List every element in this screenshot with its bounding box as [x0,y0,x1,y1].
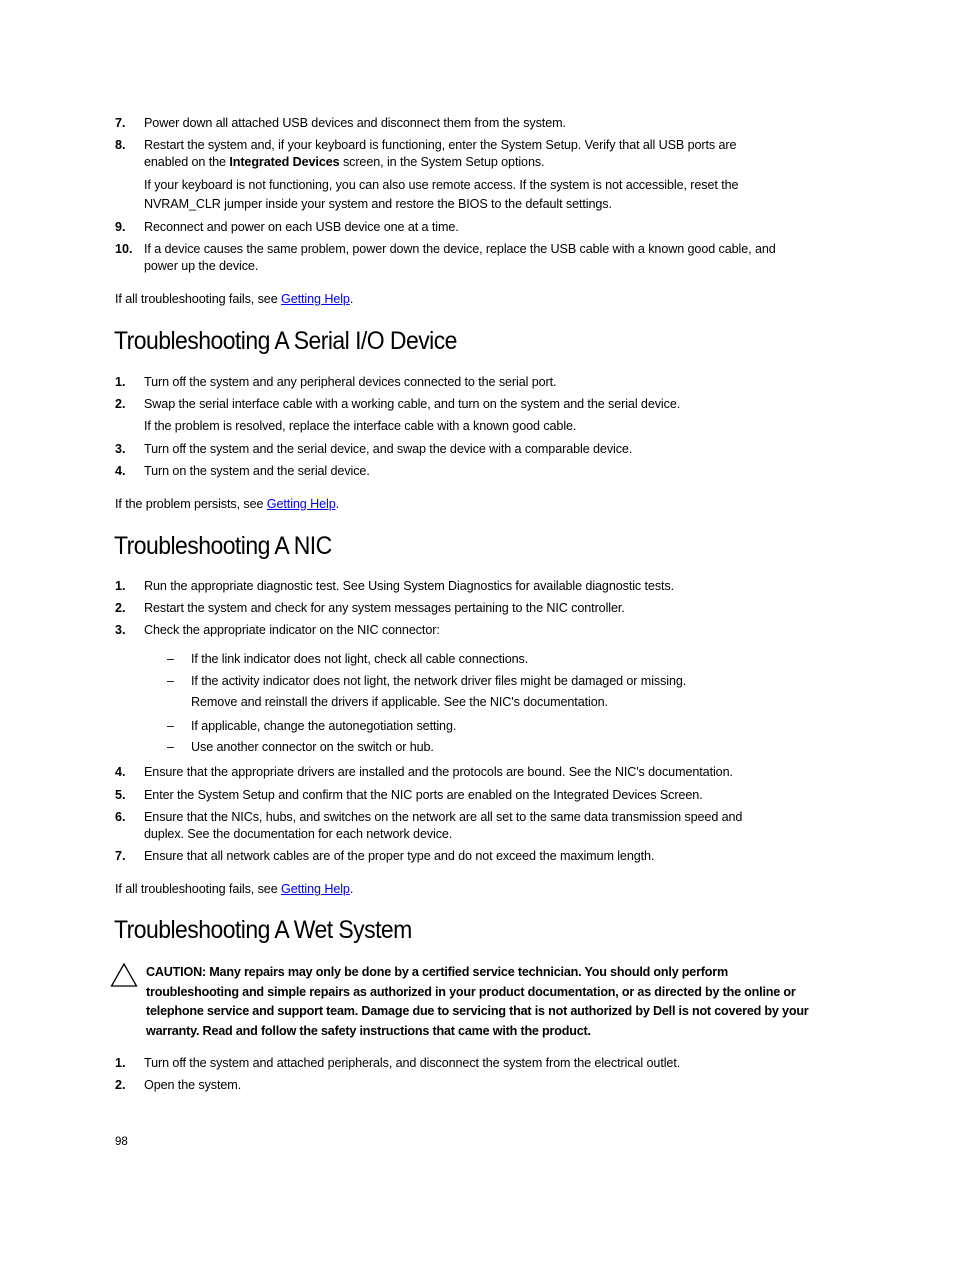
step-note: If your keyboard is not functioning, you can also use remote access. If the system is not accessible, reset the [144,178,739,192]
step-text: Turn off the system and any peripheral devices connected to the serial port. [144,375,557,389]
getting-help-link[interactable]: Getting Help [281,882,350,896]
step-number: 4. [115,464,126,478]
step-text: Turn on the system and the serial device. [144,464,370,478]
step-number: 7. [115,116,126,130]
step-text: Ensure that the appropriate drivers are installed and the protocols are bound. See the NIC's documentation. [144,765,733,779]
step-text: If a device causes the same problem, power down the device, replace the USB cable with a known good cable, and [144,242,776,256]
step-number: 1. [115,375,126,389]
section-heading-wet-system: Troubleshooting A Wet System [114,916,412,944]
step-text: power up the device. [144,259,259,273]
integrated-devices-term: Integrated Devices [229,155,340,169]
step-number: 3. [115,442,126,456]
caution-line: CAUTION: Many repairs may only be done by a certified service technician. You should only perform [146,965,728,979]
caution-notice [146,963,811,1041]
section-heading-serial: Troubleshooting A Serial I/O Device [114,327,457,355]
getting-help-link[interactable]: Getting Help [266,497,336,511]
step-text: Ensure that the NICs, hubs, and switches on the network are all set to the same data transmission speed and [144,810,743,824]
step-text: Turn off the system and the serial device, and swap the device with a comparable device. [144,442,633,456]
step-text: Reconnect and power on each USB device one at a time. [144,220,459,234]
getting-help-link[interactable]: Getting Help [281,292,350,306]
page-number: 98 [115,1136,128,1148]
step-text: Restart the system and check for any system messages pertaining to the NIC controller. [144,601,625,615]
step-text: Power down all attached USB devices and disconnect them from the system. [144,116,566,130]
step-number: 8. [115,138,126,152]
caution-line: warranty. Read and follow the safety instructions that came with the product. [146,1023,591,1038]
step-text: Check the appropriate indicator on the NIC connector: [144,623,440,637]
step-text-line: enabled on the Integrated Devices screen, in the System Setup options. [144,155,545,169]
step-text: Ensure that all network cables are of the proper type and do not exceed the maximum length. [144,849,655,863]
step-number: 7. [115,849,126,863]
dash-bullet: – [167,674,175,688]
step-number: 2. [115,1078,126,1092]
step-text: Restart the system and, if your keyboard is functioning, enter the System Setup. Verify that all USB ports are [144,138,737,152]
step-number: 4. [115,765,126,779]
serial-footer: If the problem persists, see Getting Help. [115,497,340,511]
usb-footer: If all troubleshooting fails, see Getting Help. [115,292,354,306]
bullet-note: Remove and reinstall the drivers if applicable. See the NIC's documentation. [191,695,608,709]
step-number: 2. [115,601,126,615]
step-text: Turn off the system and attached peripherals, and disconnect the system from the electrical outlet. [144,1056,681,1070]
bullet-text: If the activity indicator does not light, the network driver files might be damaged or missing. [191,674,687,688]
step-text: Open the system. [144,1078,242,1092]
caution-line: troubleshooting and simple repairs as authorized in your product documentation, or as directed by the online or [146,984,796,999]
step-number: 5. [115,788,126,802]
bullet-text: If applicable, change the autonegotiation setting. [191,719,457,733]
dash-bullet: – [167,719,175,733]
step-number: 10. [115,242,133,256]
bullet-text: If the link indicator does not light, check all cable connections. [191,652,529,666]
dash-bullet: – [167,740,175,754]
bullet-text: Use another connector on the switch or hub. [191,740,434,754]
step-text: Swap the serial interface cable with a working cable, and turn on the system and the serial device. [144,397,681,411]
caution-icon [110,962,138,988]
step-text: duplex. See the documentation for each network device. [144,827,453,841]
caution-line: telephone service and support team. Damage due to servicing that is not authorized by Dell is not covered by your [146,1004,809,1018]
step-number: 1. [115,579,126,593]
dash-bullet: – [167,652,175,666]
step-text: Run the appropriate diagnostic test. See Using System Diagnostics for available diagnostic tests. [144,579,675,593]
step-number: 9. [115,220,126,234]
step-number: 3. [115,623,126,637]
nic-footer: If all troubleshooting fails, see Getting Help. [115,882,354,896]
section-heading-nic: Troubleshooting A NIC [114,532,332,560]
step-note: If the problem is resolved, replace the interface cable with a known good cable. [144,419,577,433]
step-number: 2. [115,397,126,411]
step-note: NVRAM_CLR jumper inside your system and restore the BIOS to the default settings. [144,197,612,211]
step-text: Enter the System Setup and confirm that the NIC ports are enabled on the Integrated Devices Screen. [144,788,703,802]
step-number: 6. [115,810,126,824]
step-number: 1. [115,1056,126,1070]
